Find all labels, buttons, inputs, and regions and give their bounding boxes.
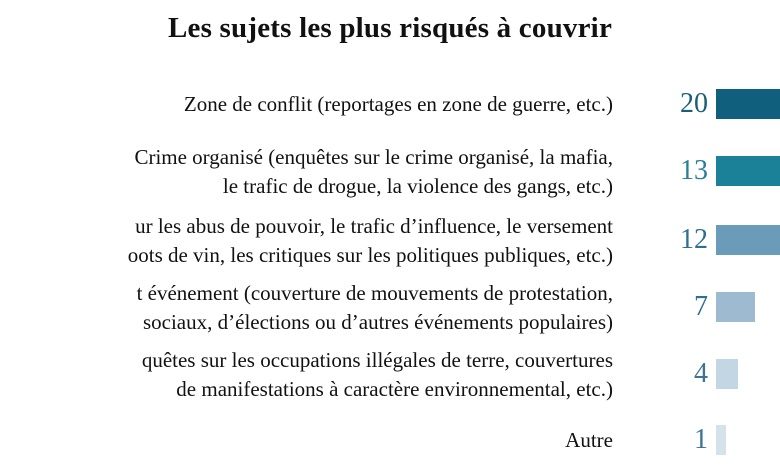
category-label-line: Zone de conflit (reportages en zone de guerre, etc.) — [183, 91, 613, 116]
value-label: 20 — [680, 88, 708, 119]
value-label: 4 — [694, 358, 708, 389]
value-label: 1 — [694, 424, 708, 455]
chart-title: Les sujets les plus risqués à couvrir — [167, 12, 613, 44]
bar — [716, 156, 780, 186]
category-label-line: sociaux, d’élections ou d’autres événements populaires) — [142, 310, 613, 334]
value-label: 12 — [680, 224, 708, 255]
category-label-line: Autre — [565, 427, 613, 452]
bar — [716, 89, 780, 119]
bar — [716, 225, 780, 255]
bar — [716, 425, 726, 455]
value-label: 7 — [694, 291, 708, 322]
category-label-line: quêtes sur les occupations illégales de terre, couvertures — [141, 348, 613, 372]
category-label — [142, 346, 613, 404]
category-label-line: ur les abus de pouvoir, le trafic d’influence, le versement — [135, 214, 613, 238]
category-label-line: oots de vin, les critiques sur les politiques publiques, etc.) — [127, 243, 613, 267]
category-label — [134, 143, 613, 201]
bar — [716, 359, 738, 389]
category-label — [128, 212, 613, 270]
category-label-line: Crime organisé (enquêtes sur le crime organisé, la mafia, — [134, 145, 613, 169]
bar — [716, 292, 755, 322]
category-label — [137, 279, 613, 337]
category-label — [565, 426, 613, 455]
category-label-line: le trafic de drogue, la violence des gangs, etc.) — [222, 174, 613, 198]
category-label-line: de manifestations à caractère environnemental, etc.) — [176, 377, 613, 401]
category-label — [184, 90, 613, 119]
category-label-line: t événement (couverture de mouvements de protestation, — [136, 281, 613, 305]
value-label: 13 — [680, 155, 708, 186]
